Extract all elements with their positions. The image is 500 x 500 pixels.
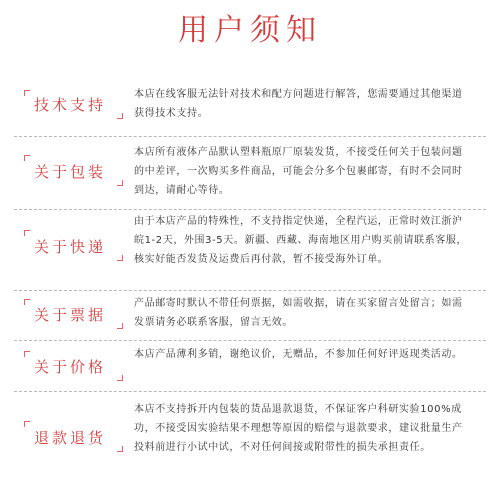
label-corner-decoration: [24, 90, 30, 96]
label-corner-decoration: [117, 180, 123, 186]
label-corner-decoration: [117, 255, 123, 261]
divider: [14, 209, 486, 210]
section-label: 关于快递: [34, 238, 107, 256]
label-corner-decoration: [117, 375, 123, 381]
section-text: 产品邮寄时默认不带任何票据，如需收据，请在买家留言处留言；如需发票请务必联系客服，留言无效。: [134, 298, 463, 328]
label-corner-decoration: [24, 299, 30, 305]
section-label: 退款退货: [34, 429, 107, 447]
section-text: 由于本店产品的特殊性，不支持指定快递，全程汽运，正常时效江浙沪皖1-2天，外围3-5天。新疆、西藏、海南地区用户购买前请联系客服，核实好能否发货及运费后再付款，暂不接受海外订单。: [134, 216, 468, 265]
section-packaging: [14, 140, 486, 206]
section-label: 关于票据: [34, 306, 107, 324]
label-corner-decoration: [117, 446, 123, 452]
label-corner-decoration: [24, 351, 30, 357]
page-title: 用户须知: [178, 13, 322, 48]
section-label: 技术支持: [34, 96, 107, 114]
section-text: 本店不支持拆开内包装的货品退款退货，不保证客户科研实验100%成功，不接受因实验结果不理想等原因的赔偿与退款要求，建议批量生产投料前进行小试中试，不对任何间接或附带性的损失承担责任。: [134, 404, 463, 453]
section-tech-support: [14, 80, 486, 132]
section-refunds-returns: [14, 397, 486, 495]
label-corner-decoration: [24, 230, 30, 236]
divider: [14, 136, 486, 137]
label-corner-decoration: [117, 323, 123, 329]
label-corner-decoration: [117, 113, 123, 119]
section-text: 本店产品薄利多销，谢绝议价，无赠品，不参加任何好评返现类活动。: [134, 349, 463, 360]
divider: [14, 290, 486, 291]
section-text: 本店在线客服无法针对技术和配方问题进行解答，您需要通过其他渠道获得技术支持。: [134, 89, 463, 119]
divider: [14, 391, 486, 392]
section-shipping: [14, 211, 486, 287]
section-label: 关于包装: [34, 163, 107, 181]
section-label: 关于价格: [34, 358, 107, 376]
divider: [14, 340, 486, 341]
section-text: 本店所有液体产品默认塑料瓶原厂原装发货，不接受任何关于包装问题的中差评，一次购买多件商品，可能会分多个包裹邮寄，有时不会同时到达，请耐心等待。: [134, 147, 463, 196]
section-pricing: [14, 343, 486, 389]
section-receipts: [14, 292, 486, 338]
label-corner-decoration: [24, 421, 30, 427]
label-corner-decoration: [24, 155, 30, 161]
